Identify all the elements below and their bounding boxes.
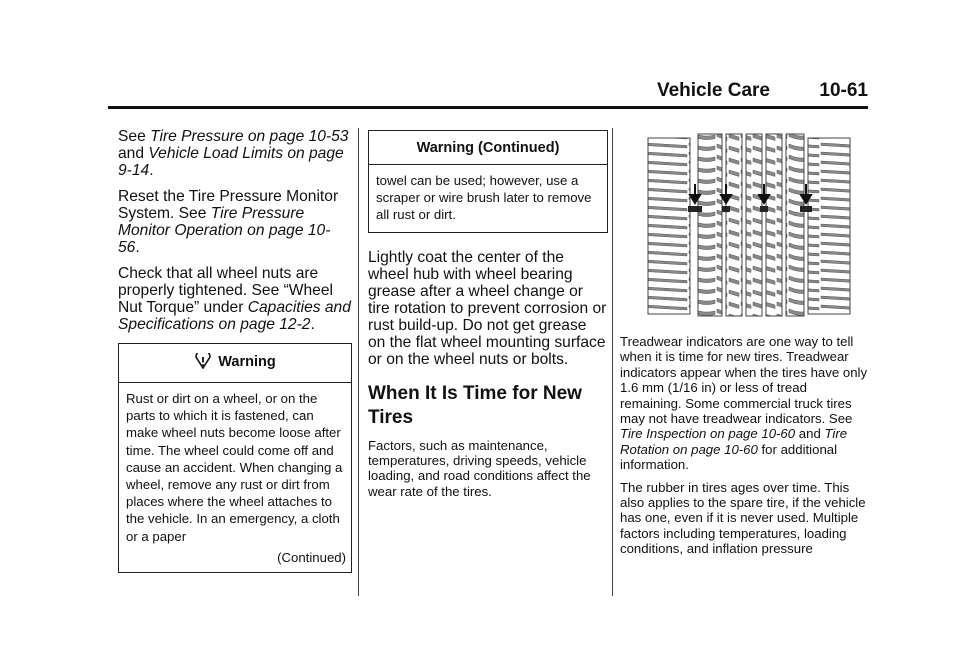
- warning-text: Rust or dirt on a wheel, or on the parts to which it is fastened, can make wheel nuts become loose after time. The wheel could come off and cause an accident. When changing a wheel, remove any rust or dirt from places where the wheel attaches to the vehicle. In an emergency, a cloth or a paper: [126, 391, 343, 544]
- column-divider: [358, 128, 359, 596]
- column-divider: [612, 128, 613, 596]
- cross-reference-link[interactable]: Tire Rotation on page 10-60: [620, 426, 848, 457]
- paragraph: Factors, such as maintenance, temperatures, driving speeds, vehicle loading, and road conditions affect the wear rate of the tires.: [368, 437, 591, 499]
- warning-title: Warning: [218, 354, 276, 370]
- warning-box: [118, 343, 352, 573]
- continued-label: (Continued): [277, 549, 346, 565]
- paragraph: Reset the Tire Pressure Monitor System. See Tire Pressure Monitor Operation on page 10-56.: [118, 188, 339, 256]
- section-title: Vehicle Care: [656, 80, 770, 101]
- paragraph: The rubber in tires ages over time. This also applies to the spare tire, if the vehicle has one, even if it is never used. Multiple factors including temperatures, loading conditions, and inflation pressure: [620, 479, 866, 557]
- cross-reference-link[interactable]: Tire Inspection on page 10-60: [620, 426, 796, 442]
- section-heading: When It Is Time for New Tires: [368, 382, 582, 428]
- cross-reference-link[interactable]: Capacities and Specifications on page 12-2: [118, 299, 351, 333]
- cross-reference-link[interactable]: Tire Pressure on page 10-53: [150, 128, 349, 145]
- warning-header: [119, 344, 351, 383]
- paragraph: Treadwear indicators are one way to tell when it is time for new tires. Treadwear indicators appear when the tires have only 1.6 mm (1/16 in) or less of tread remaining. Some commercial truck tires may not have treadwear indicators. See Tire Inspection on page 10-60 and Tire Rotation on page 10-60 for additional information.: [620, 334, 868, 473]
- warning-box-continued: [368, 130, 608, 233]
- tire-tread-wear-indicator-icon: [644, 132, 854, 318]
- paragraph: Lightly coat the center of the wheel hub with wheel bearing grease after a wheel change or tire rotation to prevent corrosion or rust build-up. Do not get grease on the flat wheel mounting surface or on the wheel nuts or bolts.: [368, 248, 607, 368]
- warning-header: Warning (Continued): [369, 131, 607, 165]
- cross-reference-link[interactable]: Tire Pressure Monitor Operation on page 10-56: [118, 205, 331, 256]
- column-middle: [368, 128, 608, 506]
- paragraph: Check that all wheel nuts are properly tightened. See “Wheel Nut Torque” under Capacities and Specifications on page 12-2.: [118, 265, 351, 333]
- column-right: [620, 128, 870, 564]
- warning-icon: [194, 353, 212, 374]
- warning-text: towel can be used; however, use a scraper or wire brush later to remove all rust or dirt.: [376, 173, 592, 223]
- paragraph: See Tire Pressure on page 10-53 and Vehicle Load Limits on page 9-14.: [118, 128, 349, 179]
- column-left: [118, 128, 352, 573]
- cross-reference-link[interactable]: Vehicle Load Limits on page 9-14: [118, 145, 344, 179]
- page-header: [108, 80, 868, 109]
- page-number: 10-61: [819, 80, 868, 101]
